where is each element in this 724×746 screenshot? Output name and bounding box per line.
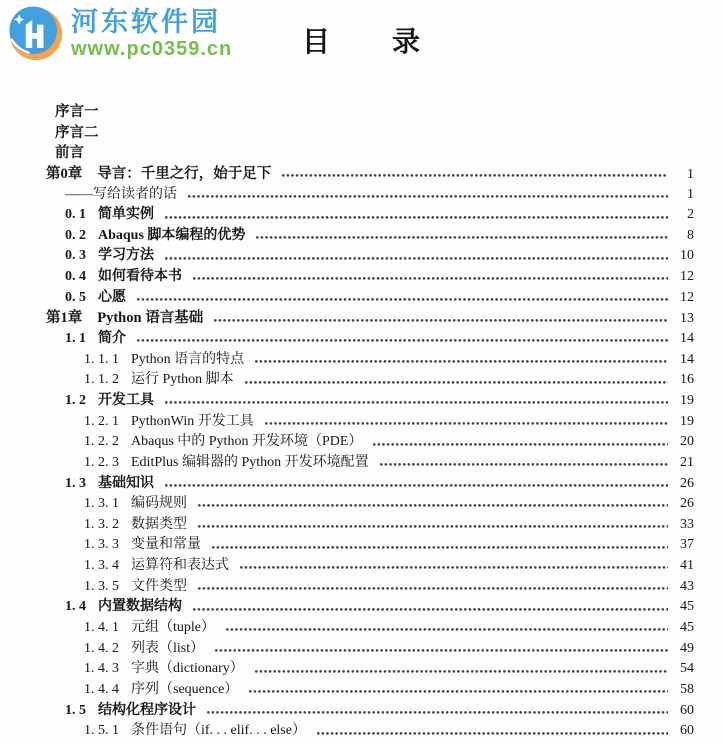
toc-entry [46, 432, 694, 453]
toc-entry-number: 1. 4. 1 [84, 620, 119, 636]
toc-entry-title: 运算符和表达式 [131, 558, 229, 574]
toc-entry [46, 618, 694, 639]
dot-leader [206, 704, 668, 718]
toc-entry-page: 14 [680, 351, 694, 367]
toc-entry [46, 494, 694, 515]
dot-leader [214, 642, 668, 656]
toc-entry [46, 453, 694, 474]
toc-entry [46, 597, 694, 618]
toc-entry [46, 474, 694, 495]
toc-entry-title: PythonWin 开发工具 [131, 413, 254, 429]
toc-entry-page: 45 [680, 620, 694, 636]
toc-entry [46, 185, 694, 206]
toc-entry-page: 37 [680, 537, 694, 553]
dot-leader [187, 188, 668, 202]
toc-entry-number: 1. 4. 2 [84, 640, 119, 656]
toc-entry-page: 33 [680, 516, 694, 532]
page-title: 目 录 [301, 27, 422, 58]
toc-entry [46, 246, 694, 267]
toc-entry-page: 12 [680, 269, 694, 285]
toc-entry-title: 内置数据结构 [98, 599, 182, 615]
dot-leader [225, 621, 668, 635]
dot-leader [254, 663, 668, 677]
toc-entry-title: 编码规则 [131, 496, 187, 512]
toc-entry-page: 43 [680, 578, 694, 594]
toc-entry-title: 字典（dictionary） [131, 661, 244, 677]
toc-entry-title: Python 语言基础 [97, 310, 204, 327]
toc-entry [46, 164, 694, 185]
toc-entry-page: 19 [680, 392, 694, 408]
dot-leader [164, 250, 668, 264]
toc-entry-number: 1. 1. 2 [84, 372, 119, 388]
toc-entry-number: 0. 5 [65, 289, 86, 305]
toc-entry-page: 12 [680, 289, 694, 305]
toc-entry-page: 49 [680, 640, 694, 656]
dot-leader [136, 332, 668, 346]
toc-entry-page: 13 [680, 311, 694, 327]
toc-entry [46, 370, 694, 391]
toc-entry [46, 350, 694, 371]
toc-entry-page: 14 [680, 331, 694, 347]
toc-entry-page: 10 [680, 248, 694, 264]
dot-leader [239, 559, 668, 573]
toc-entry-title: 元组（tuple） [131, 620, 215, 636]
toc-entry-number: 第1章 [46, 310, 83, 327]
toc-entry-page: 60 [680, 702, 694, 718]
dot-leader [379, 456, 668, 470]
toc-entry-title: 列表（list） [131, 640, 205, 656]
toc-entry-title: ——写给读者的话 [65, 186, 177, 202]
toc-entry [46, 143, 694, 164]
toc-entry-page: 21 [680, 454, 694, 470]
toc-entry [46, 267, 694, 288]
toc-entry-page: 1 [687, 186, 694, 202]
dot-leader [372, 436, 668, 450]
dot-leader [197, 580, 668, 594]
toc-entry-page: 20 [680, 434, 694, 450]
toc-entry [46, 329, 694, 350]
toc-entry-page: 26 [680, 475, 694, 491]
toc-entry-number: 1. 3. 1 [84, 496, 119, 512]
dot-leader [244, 374, 668, 388]
toc-entry-number: 1. 1. 1 [84, 351, 119, 367]
toc-entry-number: 1. 2. 1 [84, 413, 119, 429]
dot-leader [211, 539, 668, 553]
toc-entry-page: 19 [680, 413, 694, 429]
dot-leader [264, 415, 668, 429]
toc-entry-page: 58 [680, 681, 694, 697]
toc-entry-number: 1. 4 [65, 599, 86, 615]
toc-entry [46, 577, 694, 598]
toc-entry-number: 0. 3 [65, 248, 86, 264]
toc-entry-title: 条件语句（if. . . elif. . . else） [131, 723, 306, 739]
toc-entry-title: 开发工具 [98, 392, 154, 408]
toc-entry-number: 1. 5 [65, 702, 86, 718]
toc-entry-page: 45 [680, 599, 694, 615]
toc-entry-page: 16 [680, 372, 694, 388]
dot-leader [164, 394, 668, 408]
toc-entry-number: 1. 3 [65, 475, 86, 491]
toc-entry [46, 701, 694, 722]
toc-entry-title: EditPlus 编辑器的 Python 开发环境配置 [131, 454, 369, 470]
toc-entry [46, 391, 694, 412]
toc-entry-title: 运行 Python 脚本 [131, 372, 234, 388]
toc-entry-title: 心愿 [98, 289, 126, 305]
toc-entry-page: 54 [680, 661, 694, 677]
toc-entry-number: 1. 3. 3 [84, 537, 119, 553]
dot-leader [164, 477, 668, 491]
toc-entry [46, 205, 694, 226]
dot-leader [192, 601, 668, 615]
toc-entry [46, 535, 694, 556]
dot-leader [136, 291, 668, 305]
toc-entry-number: 第0章 [46, 165, 83, 182]
toc-entry-number: 1. 3. 2 [84, 516, 119, 532]
toc-entry [46, 123, 694, 144]
toc-entry-title: 序列（sequence） [131, 681, 239, 697]
toc-entry-number: 0. 4 [65, 269, 86, 285]
toc-entry-title: 简介 [98, 331, 126, 347]
dot-leader [197, 497, 668, 511]
toc-entry-title: 基础知识 [98, 475, 154, 491]
toc-entry [46, 308, 694, 329]
toc-entry [46, 680, 694, 701]
toc-entry-title: 序言二 [55, 124, 99, 141]
toc-entry-title: 前言 [55, 145, 84, 162]
site-url: www.pc0359.cn [71, 37, 233, 60]
site-name: 河东软件园 [71, 7, 221, 38]
toc-entry-number: 1. 1 [65, 331, 86, 347]
toc-entry-title: 变量和常量 [131, 537, 201, 553]
dot-leader [197, 518, 668, 532]
toc-entry-number: 1. 2. 2 [84, 434, 119, 450]
toc-list [46, 102, 694, 742]
dot-leader [316, 725, 668, 739]
dot-leader [281, 167, 668, 181]
toc-entry-page: 60 [680, 723, 694, 739]
toc-entry-title: Abaqus 中的 Python 开发环境（PDE） [131, 434, 363, 450]
toc-entry-title: 简单实例 [98, 207, 154, 223]
toc-entry-page: 2 [687, 207, 694, 223]
toc-entry-title: Abaqus 脚本编程的优势 [98, 227, 246, 243]
toc-entry [46, 721, 694, 742]
toc-entry-page: 8 [687, 227, 694, 243]
toc-entry [46, 102, 694, 123]
toc-entry-number: 1. 3. 5 [84, 578, 119, 594]
toc-entry [46, 556, 694, 577]
toc-entry [46, 639, 694, 660]
dot-leader [164, 209, 668, 223]
toc-entry-title: Python 语言的特点 [131, 351, 245, 367]
toc-entry-page: 26 [680, 496, 694, 512]
toc-entry-page: 41 [680, 558, 694, 574]
toc-entry-title: 文件类型 [131, 578, 187, 594]
dot-leader [213, 312, 668, 326]
toc-entry-number: 1. 4. 4 [84, 681, 119, 697]
toc-entry-number: 1. 2 [65, 392, 86, 408]
toc-entry-number: 1. 3. 4 [84, 558, 119, 574]
toc-entry-number: 1. 5. 1 [84, 723, 119, 739]
toc-entry-number: 1. 2. 3 [84, 454, 119, 470]
dot-leader [192, 270, 668, 284]
toc-entry-number: 0. 1 [65, 207, 86, 223]
toc-entry-number: 0. 2 [65, 227, 86, 243]
toc-entry [46, 515, 694, 536]
toc-entry [46, 412, 694, 433]
toc-entry-title: 序言一 [55, 104, 99, 120]
dot-leader [254, 353, 668, 367]
toc-entry [46, 659, 694, 680]
toc-entry [46, 288, 694, 309]
toc-entry-title: 结构化程序设计 [98, 702, 196, 718]
toc-entry-number: 1. 4. 3 [84, 661, 119, 677]
dot-leader [248, 683, 668, 697]
toc-entry-title: 学习方法 [98, 248, 154, 264]
toc-entry-title: 导言：千里之行，始于足下 [97, 165, 272, 182]
toc-entry [46, 226, 694, 247]
dot-leader [255, 229, 668, 243]
toc-entry-title: 如何看待本书 [98, 269, 182, 285]
toc-entry-title: 数据类型 [131, 516, 187, 532]
toc-entry-page: 1 [687, 166, 694, 182]
